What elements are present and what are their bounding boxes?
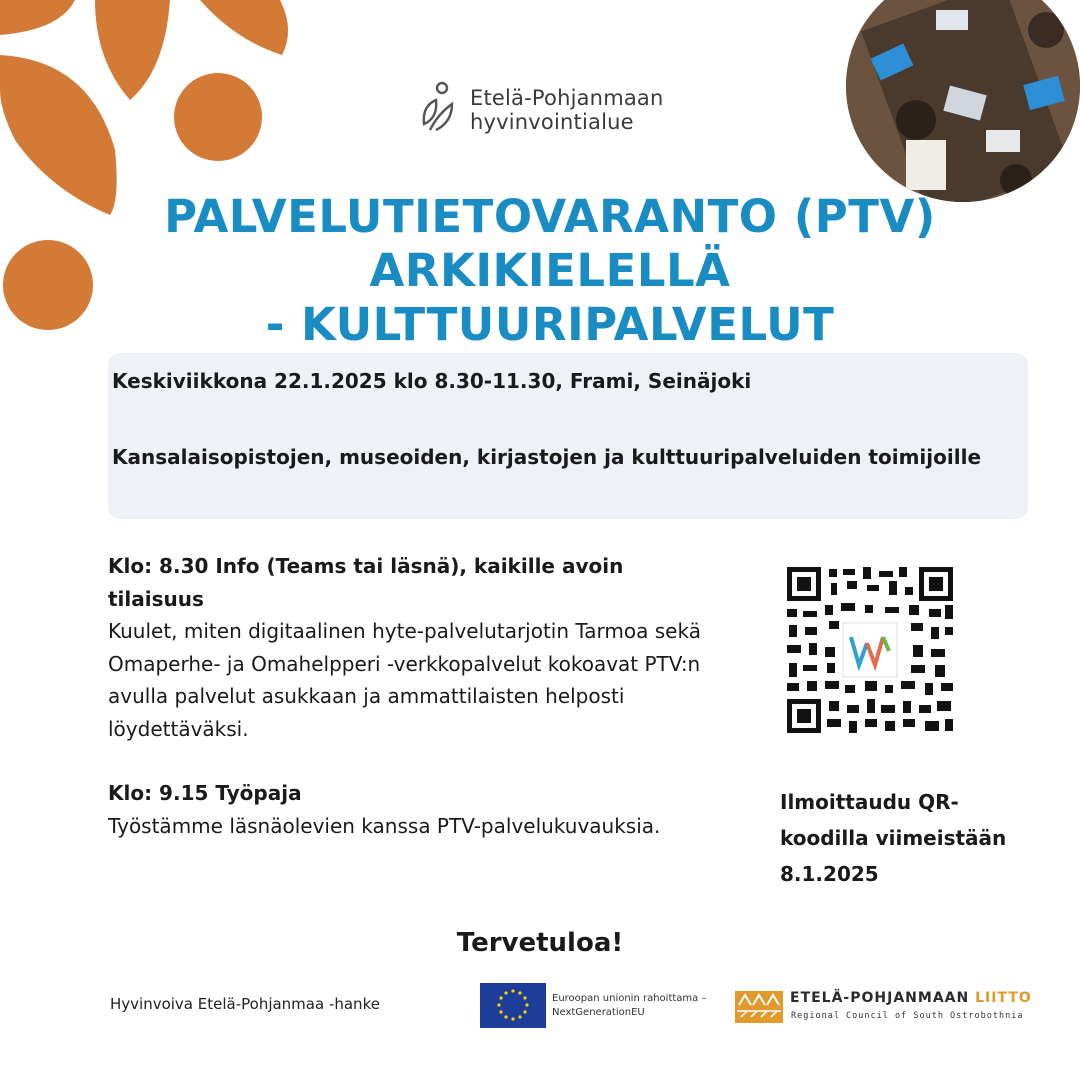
eu-funding-line1: Euroopan unionin rahoittama – — [552, 993, 707, 1004]
brand-logo — [416, 80, 706, 136]
leaf-shape — [0, 0, 75, 35]
leaf-dot — [174, 73, 262, 161]
session-2-heading: Klo: 9.15 Työpaja — [108, 781, 302, 805]
brand-name-line2: hyvinvointialue — [470, 110, 634, 134]
liitto-name-main: ETELÄ-POHJANMAAN — [790, 990, 970, 1006]
leaf-shape — [95, 0, 170, 100]
brand-name-line1: Etelä-Pohjanmaan — [470, 86, 664, 110]
brand-leaf-icon — [416, 80, 460, 136]
eu-funding-line2: NextGenerationEU — [552, 1007, 645, 1018]
session-1-heading: Klo: 8.30 Info (Teams tai läsnä), kaikille avoin tilaisuus — [108, 554, 624, 611]
event-info-box — [108, 353, 1028, 519]
liitto-subtitle: Regional Council of South Ostrobothnia — [791, 1011, 1024, 1021]
eu-flag-icon — [480, 983, 546, 1028]
event-date-location: Keskiviikkona 22.1.2025 klo 8.30-11.30, Frami, Seinäjoki — [112, 369, 752, 393]
event-audience: Kansalaisopistojen, museoiden, kirjastojen ja kulttuuripalveluiden toimijoille — [112, 445, 982, 469]
meeting-photo — [846, 0, 1080, 202]
registration-note: Ilmoittaudu QR-koodilla viimeistään 8.1.2025 — [780, 790, 1007, 886]
welcome-text: Tervetuloa! — [456, 928, 624, 958]
liitto-logo-icon — [735, 991, 783, 1023]
page-title — [60, 190, 1040, 352]
leaf-shape — [200, 0, 288, 55]
title-line-3: - KULTTUURIPALVELUT — [265, 298, 835, 351]
project-name: Hyvinvoiva Etelä-Pohjanmaa -hanke — [110, 995, 380, 1013]
liitto-name — [790, 990, 1032, 1006]
registration-qr-code[interactable] — [785, 565, 955, 735]
title-line-1: PALVELUTIETOVARANTO (PTV) — [164, 190, 936, 243]
eu-funding-text — [552, 992, 706, 1020]
session-1-text: Kuulet, miten digitaalinen hyte-palvelutarjotin Tarmoa sekä Omaperhe- ja Omahelpperi -verkkopalvelut kokoavat PTV:n avulla palvelut asukkaan ja ammattilaisten helposti löydettäväksi. — [108, 619, 701, 741]
event-program — [108, 550, 708, 842]
title-line-2: ARKIKIELELLÄ — [369, 244, 731, 297]
liitto-name-accent: LIITTO — [975, 990, 1032, 1006]
session-2-text: Työstämme läsnäolevien kanssa PTV-palvelukuvauksia. — [108, 813, 661, 838]
